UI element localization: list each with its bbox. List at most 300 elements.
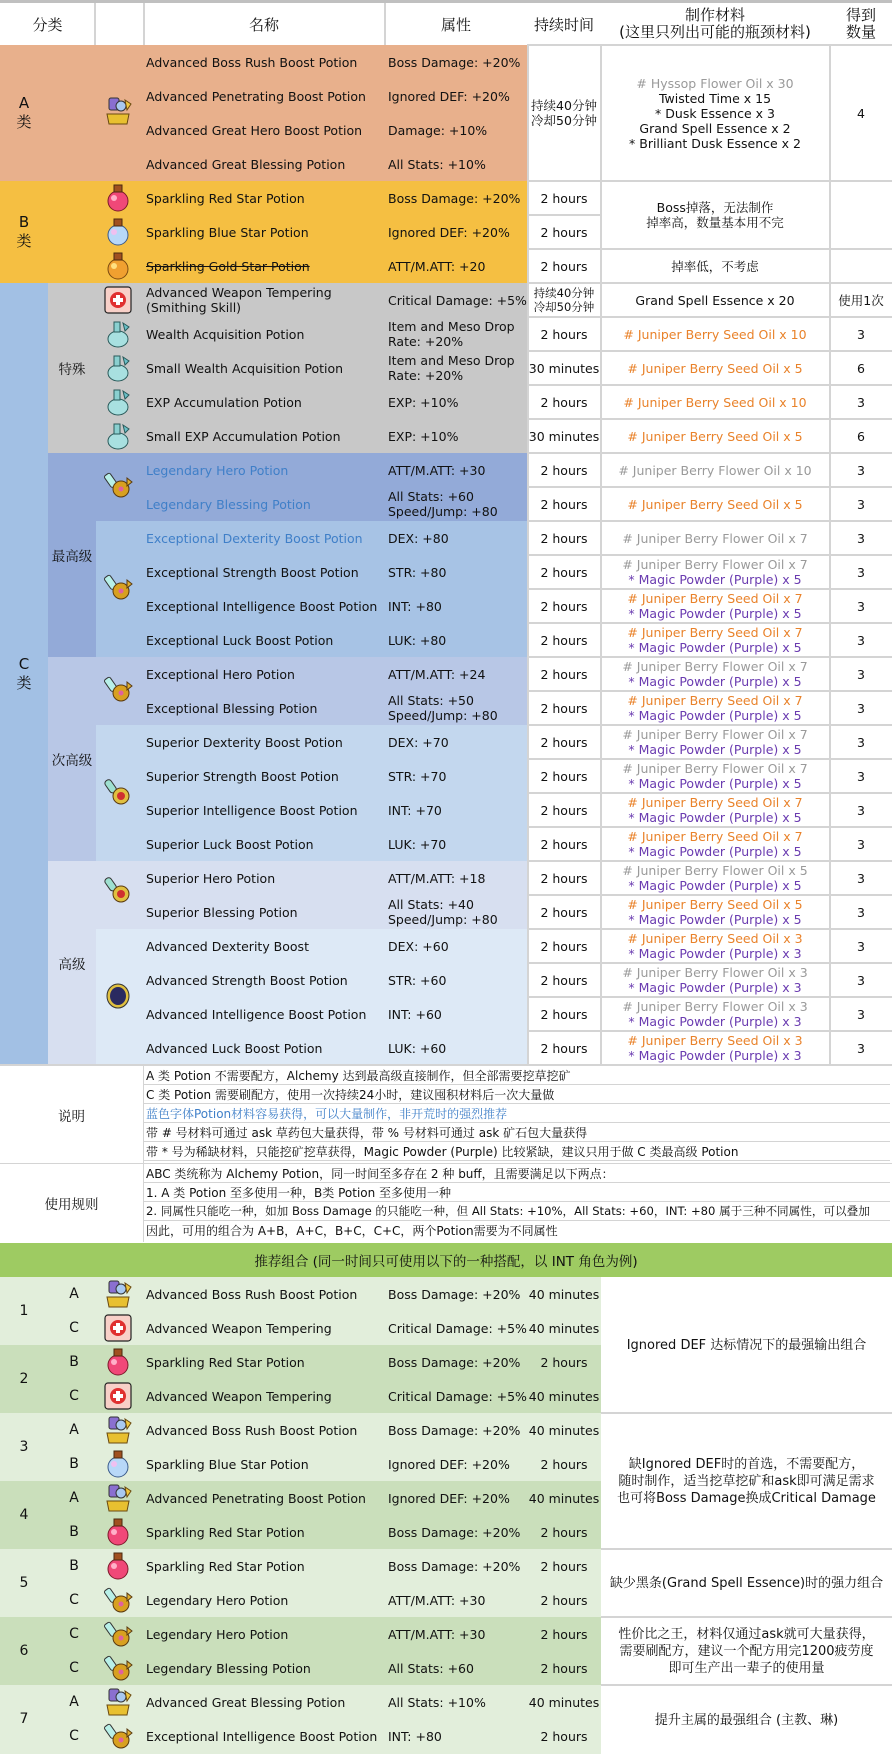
potion-duration <box>528 283 600 317</box>
rule-text: 1. A 类 Potion 至多使用一种，B类 Potion 至多使用一种 <box>146 1185 452 1200</box>
divider <box>94 3 96 45</box>
potion-attr-text: All Stats: +10% <box>388 156 486 172</box>
duration-text: 2 hours <box>540 938 588 954</box>
duration-line2: 冷却50分钟 <box>533 300 595 314</box>
potion-quantity <box>830 725 892 759</box>
combo-class <box>48 1719 100 1753</box>
small-exp-potion-icon <box>103 421 133 451</box>
combo-potion-name <box>146 1481 382 1515</box>
potion-materials <box>601 929 829 963</box>
material-line: * Magic Powder (Purple) x 5 <box>628 742 802 757</box>
weapon-tempering-icon <box>103 285 133 315</box>
alchemy-potion-a-icon <box>103 1483 133 1513</box>
material-line: * Magic Powder (Purple) x 3 <box>628 1048 802 1063</box>
combo-potion-name <box>146 1583 382 1617</box>
potion-materials <box>601 555 829 589</box>
potion-attr <box>388 827 528 861</box>
combo-potion-duration-text: 40 minutes <box>528 1320 600 1336</box>
potion-attr-text: Critical Damage: +5% <box>388 292 527 308</box>
material-line: # Juniper Berry Seed Oil x 3 <box>627 1033 803 1048</box>
material-line: * Magic Powder (Purple) x 3 <box>628 980 802 995</box>
combo-description-text: 缺少黑条(Grand Spell Essence)时的强力组合 <box>609 1576 884 1591</box>
material-line: # Hyssop Flower Oil x 30 <box>636 75 794 91</box>
potion-attr <box>388 929 528 963</box>
red-star-potion-icon <box>103 1551 133 1581</box>
potion-attr <box>388 997 528 1031</box>
potion-attr-text: ATT/M.ATT: +18 <box>388 870 486 886</box>
potion-materials <box>601 759 829 793</box>
potion-name <box>146 147 382 181</box>
potion-attr <box>388 215 528 249</box>
potion-duration <box>528 249 600 283</box>
material-line: # Juniper Berry Seed Oil x 5 <box>627 428 803 444</box>
combo-potion-name-text: Sparkling Blue Star Potion <box>146 1456 309 1472</box>
potion-duration <box>528 521 600 555</box>
combo-class <box>48 1413 100 1447</box>
duration-text: 2 hours <box>540 632 588 648</box>
combo-potion-duration <box>528 1651 600 1685</box>
potion-attr <box>388 283 528 317</box>
potion-name <box>146 623 382 657</box>
combo-potion-name-text: Advanced Weapon Tempering <box>146 1320 332 1336</box>
potion-materials <box>601 589 829 623</box>
rule-text: ABC 类统称为 Alchemy Potion，同一时间至多存在 2 种 buff，且需要满足以下两点： <box>146 1166 614 1181</box>
combo-potion-attr <box>388 1379 528 1413</box>
material-line: Grand Spell Essence x 20 <box>635 292 795 308</box>
combo-number-text: 5 <box>19 1575 29 1591</box>
legendary-potion-icon <box>103 1619 133 1649</box>
potion-quantity <box>830 895 892 929</box>
quantity-text: 3 <box>857 700 865 716</box>
potion-name <box>146 725 382 759</box>
blue-star-potion-icon <box>103 217 133 247</box>
combo-class <box>48 1345 100 1379</box>
quantity-text: 3 <box>857 1006 865 1022</box>
combo-potion-name-text: Sparkling Red Star Potion <box>146 1524 305 1540</box>
combo-potion-duration <box>528 1345 600 1379</box>
potion-name-text: Sparkling Blue Star Potion <box>146 224 309 240</box>
potion-attr-text: Speed/Jump: +80 <box>388 504 498 519</box>
combo-number-text: 2 <box>19 1371 29 1387</box>
combo-potion-duration-text: 40 minutes <box>528 1388 600 1404</box>
divider <box>527 962 892 964</box>
potion-name <box>146 521 382 555</box>
combo-potion-name <box>146 1413 382 1447</box>
potion-name-text: Exceptional Intelligence Boost Potion <box>146 598 378 614</box>
duration-line1: 持续40分钟 <box>533 286 595 300</box>
header-materials <box>601 3 829 45</box>
potion-attr-text: INT: +80 <box>388 598 442 614</box>
quantity-text: 3 <box>857 496 865 512</box>
duration-text: 30 minutes <box>528 360 600 376</box>
duration-text: 2 hours <box>540 972 588 988</box>
combo-potion-name <box>146 1379 382 1413</box>
divider <box>527 792 892 794</box>
combo-class <box>48 1515 100 1549</box>
combo-potion-attr <box>388 1651 528 1685</box>
potion-attr <box>388 487 528 521</box>
duration-text: 2 hours <box>540 394 588 410</box>
legendary-potion-icon <box>103 1585 133 1615</box>
combo-number <box>0 1413 48 1481</box>
quantity-text: 3 <box>857 836 865 852</box>
potion-attr-text: Rate: +20% <box>388 334 464 349</box>
combo-number-text: 4 <box>19 1507 29 1523</box>
divider <box>527 486 892 488</box>
potion-name <box>146 1031 382 1065</box>
rule-text: 因此，可用的组合为 A+B，A+C，B+C，C+C，两个Potion需要为不同属性 <box>146 1224 558 1238</box>
top-tier-label <box>48 453 96 657</box>
material-line: # Juniper Berry Seed Oil x 3 <box>627 931 803 946</box>
potion-materials <box>601 521 829 555</box>
divider <box>527 724 892 726</box>
combo-potion-duration-text: 2 hours <box>540 1524 588 1540</box>
potion-quantity <box>830 555 892 589</box>
potion-quantity <box>830 963 892 997</box>
material-line: # Juniper Berry Seed Oil x 5 <box>627 897 803 912</box>
special-label <box>48 283 96 453</box>
class-a-label <box>0 45 48 181</box>
potion-name-text: Advanced Strength Boost Potion <box>146 972 348 988</box>
material-line: * Magic Powder (Purple) x 5 <box>628 844 802 859</box>
quantity-text: 6 <box>857 360 865 376</box>
combo-potion-duration-text: 40 minutes <box>528 1694 600 1710</box>
potion-attr <box>388 79 528 113</box>
red-star-potion-icon <box>103 183 133 213</box>
potion-attr <box>388 895 528 929</box>
quantity-text: 3 <box>857 734 865 750</box>
alchemy-potion-a-icon <box>103 96 133 126</box>
combo-number-text: 6 <box>19 1643 29 1659</box>
divider <box>527 316 892 318</box>
material-line: * Magic Powder (Purple) x 5 <box>628 708 802 723</box>
divider <box>527 282 892 284</box>
potion-attr-text: STR: +80 <box>388 564 447 580</box>
combo-class <box>48 1583 100 1617</box>
combo-description <box>601 1618 892 1685</box>
material-line: * Magic Powder (Purple) x 5 <box>628 878 802 893</box>
potion-name-text: Advanced Boss Rush Boost Potion <box>146 54 358 70</box>
divider <box>527 452 892 454</box>
potion-name-text: Exceptional Hero Potion <box>146 666 295 682</box>
combo-class-text: B <box>69 1354 79 1370</box>
material-line: # Juniper Berry Flower Oil x 3 <box>622 965 808 980</box>
material-line: * Magic Powder (Purple) x 5 <box>628 912 802 927</box>
note-line <box>144 1085 890 1104</box>
second-tier-label-text: 次高级 <box>51 753 93 769</box>
combo-potion-name <box>146 1447 382 1481</box>
class-b-label <box>0 181 48 283</box>
potion-attr-text: LUK: +80 <box>388 632 447 648</box>
potion-attr <box>388 147 528 181</box>
quantity-text: 3 <box>857 564 865 580</box>
combo-class-text: A <box>69 1286 79 1302</box>
combo-potion-duration <box>528 1277 600 1311</box>
combo-potion-duration-text: 2 hours <box>540 1354 588 1370</box>
advanced-boost-potion-icon <box>103 980 133 1010</box>
potion-attr <box>388 521 528 555</box>
duration-text: 2 hours <box>540 768 588 784</box>
combo-potion-attr <box>388 1447 528 1481</box>
potion-attr-text: STR: +60 <box>388 972 447 988</box>
weapon-tempering-icon <box>103 1381 133 1411</box>
potion-attr <box>388 385 528 419</box>
material-line: * Magic Powder (Purple) x 5 <box>628 572 802 587</box>
potion-name-text: Exceptional Dexterity Boost Potion <box>146 530 363 546</box>
potion-attr-text: Boss Damage: +20% <box>388 190 521 206</box>
combo-potion-name <box>146 1515 382 1549</box>
potion-duration <box>528 997 600 1031</box>
material-line: * Magic Powder (Purple) x 5 <box>628 606 802 621</box>
header-category-label: 分类 <box>32 15 63 34</box>
rule-line <box>144 1183 890 1202</box>
combo-description-text: 随时制作，适当挖草挖矿和ask即可满足需求 <box>618 1474 875 1489</box>
combo-potion-attr-text: All Stats: +60 <box>388 1660 474 1676</box>
divider <box>527 860 892 862</box>
combo-class-text: A <box>69 1694 79 1710</box>
potion-quantity <box>830 657 892 691</box>
combo-class-text: A <box>69 1490 79 1506</box>
duration-text: 2 hours <box>540 1006 588 1022</box>
potion-attr-text: Damage: +10% <box>388 122 488 138</box>
divider <box>527 656 892 658</box>
class-c-char: 类 <box>16 674 32 692</box>
quantity-text: 3 <box>857 904 865 920</box>
header-materials-line1: 制作材料 <box>684 6 745 24</box>
combo-class-text: C <box>69 1626 79 1642</box>
note-text: C 类 Potion 需要刷配方，使用一次持续24小时，建议囤积材料后一次大量做 <box>146 1087 555 1102</box>
combo-potion-attr <box>388 1481 528 1515</box>
duration-text: 2 hours <box>540 700 588 716</box>
superior-hero-potion-icon <box>103 874 133 904</box>
material-line: # Juniper Berry Flower Oil x 7 <box>622 761 808 776</box>
material-line: # Juniper Berry Seed Oil x 7 <box>627 625 803 640</box>
combo-potion-attr-text: Boss Damage: +20% <box>388 1422 521 1438</box>
duration-text: 2 hours <box>540 904 588 920</box>
potion-name <box>146 419 382 453</box>
potion-materials <box>601 997 829 1031</box>
divider <box>527 520 892 522</box>
potion-name <box>146 895 382 929</box>
combo-potion-name-text: Legendary Hero Potion <box>146 1592 289 1608</box>
potion-materials <box>601 385 829 419</box>
divider <box>384 3 386 45</box>
potion-name-text: Advanced Weapon Tempering <box>146 285 332 300</box>
combo-description-text: 缺Ignored DEF时的首选，不需要配方， <box>628 1457 865 1472</box>
combo-class-text: B <box>69 1524 79 1540</box>
combo-description-text: 即可生产出一辈子的使用量 <box>668 1661 825 1676</box>
combo-class-text: A <box>69 1422 79 1438</box>
potion-materials <box>601 317 829 351</box>
combo-class-text: B <box>69 1456 79 1472</box>
potion-attr <box>388 317 528 351</box>
potion-name-text: Advanced Great Blessing Potion <box>146 156 346 172</box>
potion-duration <box>528 623 600 657</box>
potion-attr <box>388 181 528 215</box>
potion-name-text: Superior Dexterity Boost Potion <box>146 734 343 750</box>
combo-class <box>48 1617 100 1651</box>
class-b-char: 类 <box>16 232 32 250</box>
combo-class <box>48 1685 100 1719</box>
potion-name <box>146 657 382 691</box>
combo-description <box>601 1550 892 1617</box>
potion-materials <box>601 691 829 725</box>
potion-materials <box>601 963 829 997</box>
material-line: # Juniper Berry Seed Oil x 10 <box>623 326 807 342</box>
combo-potion-name-text: Legendary Blessing Potion <box>146 1660 311 1676</box>
combo-potion-attr <box>388 1277 528 1311</box>
duration-text: 2 hours <box>540 462 588 478</box>
note-line <box>144 1066 890 1085</box>
combo-potion-name-text: Exceptional Intelligence Boost Potion <box>146 1728 378 1744</box>
divider <box>527 1030 892 1032</box>
material-line: * Dusk Essence x 3 <box>655 105 775 121</box>
combo-potion-duration <box>528 1413 600 1447</box>
class-a-char: 类 <box>16 113 32 131</box>
potion-attr-text: Ignored DEF: +20% <box>388 224 510 240</box>
combo-header <box>0 1243 892 1277</box>
divider <box>527 350 892 352</box>
potion-name-text: Superior Hero Potion <box>146 870 276 886</box>
quantity-text: 3 <box>857 530 865 546</box>
combo-class <box>48 1447 100 1481</box>
combo-class <box>48 1379 100 1413</box>
combo-number <box>0 1481 48 1549</box>
combo-potion-attr-text: Critical Damage: +5% <box>388 1320 527 1336</box>
combo-potion-attr-text: ATT/M.ATT: +30 <box>388 1592 486 1608</box>
potion-materials <box>601 351 829 385</box>
duration-line1: 持续40分钟 <box>531 98 597 113</box>
combo-potion-name-text: Advanced Boss Rush Boost Potion <box>146 1286 358 1302</box>
potion-attr-text: LUK: +70 <box>388 836 447 852</box>
potion-name-text: Exceptional Luck Boost Potion <box>146 632 334 648</box>
potion-materials <box>601 453 829 487</box>
notes-label-text: 说明 <box>58 1108 85 1125</box>
combo-potion-duration-text: 2 hours <box>540 1728 588 1744</box>
quantity-text: 6 <box>857 428 865 444</box>
potion-quantity <box>830 929 892 963</box>
combo-potion-duration-text: 40 minutes <box>528 1422 600 1438</box>
combo-potion-attr-text: Boss Damage: +20% <box>388 1524 521 1540</box>
potion-duration <box>528 419 600 453</box>
combo-potion-attr <box>388 1413 528 1447</box>
potion-attr-text: All Stats: +60 <box>388 489 474 504</box>
combo-potion-attr-text: ATT/M.ATT: +30 <box>388 1626 486 1642</box>
potion-duration <box>528 725 600 759</box>
potion-duration <box>528 215 600 249</box>
material-line: * Magic Powder (Purple) x 5 <box>628 640 802 655</box>
divider <box>527 44 892 46</box>
material-line: # Juniper Berry Flower Oil x 7 <box>622 727 808 742</box>
potion-duration <box>528 589 600 623</box>
combo-class-text: B <box>69 1558 79 1574</box>
duration-text: 2 hours <box>540 530 588 546</box>
potion-name <box>146 79 382 113</box>
note-text: 蓝色字体Potion材料容易获得，可以大量制作，非开荒时的强烈推荐 <box>146 1106 508 1121</box>
material-line: * Magic Powder (Purple) x 5 <box>628 674 802 689</box>
combo-class <box>48 1277 100 1311</box>
duration-text: 2 hours <box>540 666 588 682</box>
rules-label-text: 使用规则 <box>44 1197 99 1213</box>
material-line: # Juniper Berry Flower Oil x 10 <box>618 462 812 478</box>
combo-potion-attr <box>388 1583 528 1617</box>
potion-attr-text: Boss Damage: +20% <box>388 54 521 70</box>
combo-title: 推荐组合 (同一时间只可使用以下的一种搭配，以 INT 角色为例) <box>254 1254 638 1270</box>
combo-potion-duration-text: 40 minutes <box>528 1490 600 1506</box>
potion-name <box>146 215 382 249</box>
potion-attr-text: Ignored DEF: +20% <box>388 88 510 104</box>
duration-text: 2 hours <box>540 190 588 206</box>
potion-name-text: EXP Accumulation Potion <box>146 394 302 410</box>
potion-attr <box>388 759 528 793</box>
potion-name-text: Superior Intelligence Boost Potion <box>146 802 358 818</box>
class-a-duration <box>528 45 600 181</box>
combo-potion-duration <box>528 1719 600 1753</box>
quantity-text: 3 <box>857 632 865 648</box>
potion-attr-text: All Stats: +50 <box>388 693 474 708</box>
potion-materials <box>601 419 829 453</box>
potion-attr-text: LUK: +60 <box>388 1040 447 1056</box>
potion-name-text: Small Wealth Acquisition Potion <box>146 360 344 376</box>
class-a-materials <box>601 45 829 181</box>
potion-duration <box>528 759 600 793</box>
combo-potion-name <box>146 1719 382 1753</box>
material-line: 掉率高，数量基本用不完 <box>646 215 784 230</box>
potion-duration <box>528 691 600 725</box>
potion-materials <box>601 827 829 861</box>
combo-description <box>601 1686 892 1754</box>
potion-name <box>146 589 382 623</box>
alchemy-potion-a-icon <box>103 1415 133 1445</box>
combo-potion-attr <box>388 1549 528 1583</box>
divider <box>527 928 892 930</box>
second-tier-label <box>48 657 96 861</box>
potion-name <box>146 351 382 385</box>
duration-text: 2 hours <box>540 598 588 614</box>
potion-attr <box>388 351 528 385</box>
combo-potion-name-text: Advanced Penetrating Boost Potion <box>146 1490 366 1506</box>
combo-potion-attr-text: Ignored DEF: +20% <box>388 1490 510 1506</box>
material-line: # Juniper Berry Flower Oil x 7 <box>622 659 808 674</box>
potion-name <box>146 453 382 487</box>
special-label-text: 特殊 <box>58 362 86 378</box>
alchemy-potion-a-icon <box>103 1279 133 1309</box>
quantity-text: 3 <box>857 462 865 478</box>
combo-potion-name <box>146 1277 382 1311</box>
potion-duration <box>528 657 600 691</box>
potion-attr-text: Item and Meso Drop <box>388 319 515 334</box>
potion-duration <box>528 555 600 589</box>
class-b-letter: B <box>18 213 30 231</box>
note-text: A 类 Potion 不需要配方，Alchemy 达到最高级直接制作，但全部需要挖草挖矿 <box>146 1068 571 1083</box>
potion-duration <box>528 793 600 827</box>
header-attribute <box>385 3 527 45</box>
red-star-potion-icon <box>103 1347 133 1377</box>
potion-quantity <box>830 317 892 351</box>
material-line: # Juniper Berry Flower Oil x 7 <box>622 557 808 572</box>
combo-description <box>601 1277 892 1413</box>
potion-name <box>146 283 382 317</box>
combo-potion-duration <box>528 1447 600 1481</box>
potion-quantity <box>830 283 892 317</box>
quantity-text: 3 <box>857 938 865 954</box>
material-line: # Juniper Berry Seed Oil x 5 <box>627 496 803 512</box>
potion-name <box>146 997 382 1031</box>
combo-potion-attr-text: Boss Damage: +20% <box>388 1286 521 1302</box>
potion-materials <box>601 657 829 691</box>
potion-name-text: Wealth Acquisition Potion <box>146 326 305 342</box>
potion-attr-text: STR: +70 <box>388 768 447 784</box>
